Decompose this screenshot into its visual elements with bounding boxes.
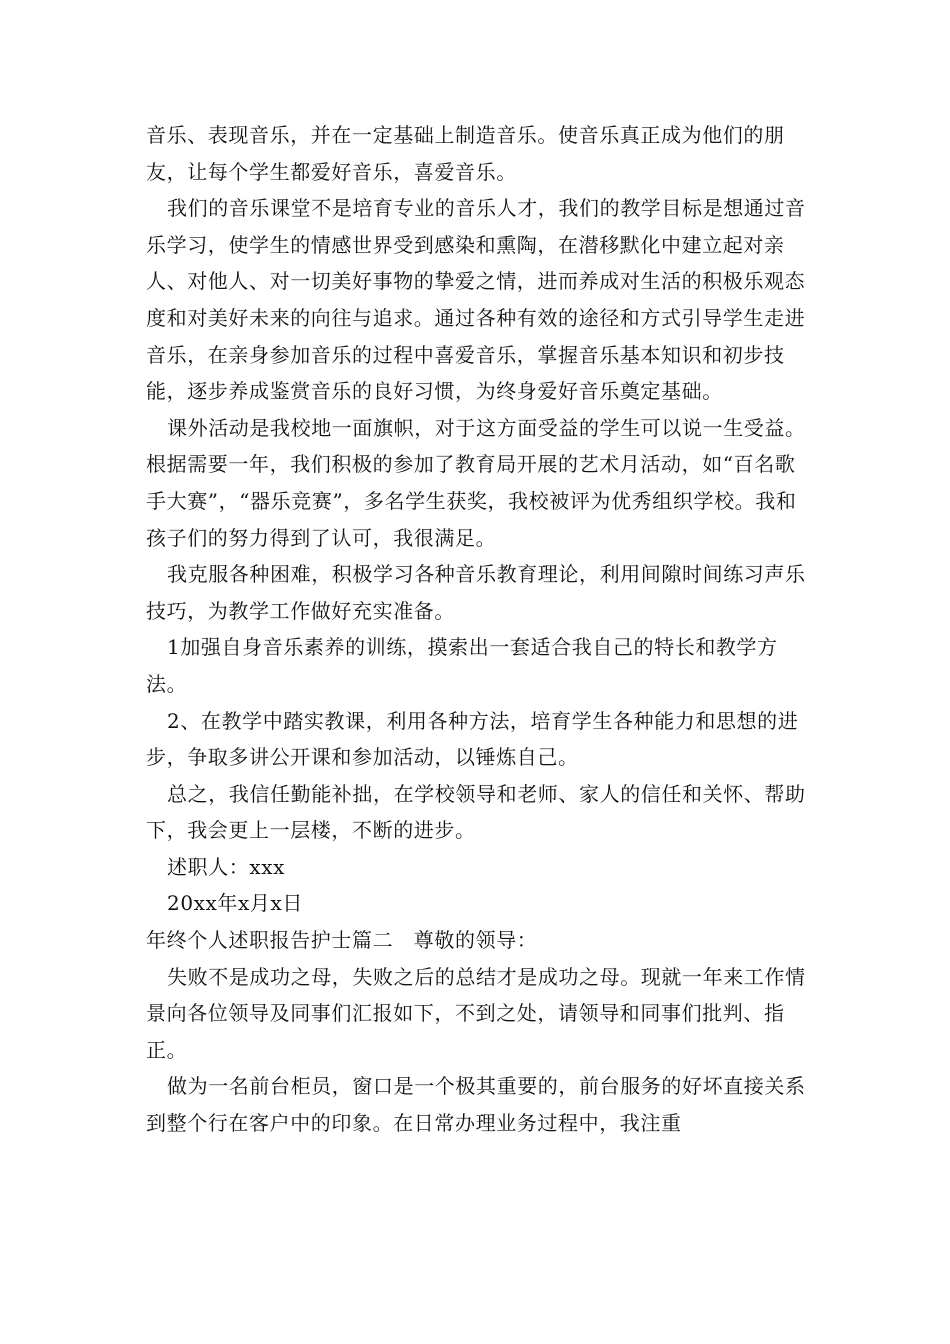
section-heading: 年终个人述职报告护士篇二 尊敬的领导： — [146, 928, 538, 953]
document-body — [146, 117, 810, 1142]
paragraph-conclusion: 总之，我信任勤能补拙，在学校领导和老师、家人的信任和关怀、帮助下，我会更上一层楼，不断的进步。 — [146, 781, 806, 843]
date-line: 20xx年x月x日 — [167, 891, 303, 916]
paragraph-item-2: 2、在教学中踏实教课，利用各种方法，培育学生各种能力和思想的进步，争取多讲公开课和参加活动，以锤炼自己。 — [146, 708, 799, 770]
paragraph-item-1: 1加强自身音乐素养的训练，摸索出一套适合我自己的特长和教学方法。 — [146, 635, 778, 696]
paragraph-front-desk: 做为一名前台柜员，窗口是一个极其重要的，前台服务的好坏直接关系到整个行在客户中的印象。在日常办理业务过程中，我注重 — [146, 1074, 806, 1136]
paragraph-music-continuation: 音乐、表现音乐，并在一定基础上制造音乐。使音乐真正成为他们的朋友，让每个学生都爱好音乐，喜爱音乐。 — [146, 123, 785, 184]
paragraph-teaching-goals: 我们的音乐课堂不是培育专业的音乐人才，我们的教学目标是想通过音乐学习，使学生的情感世界受到感染和熏陶，在潜移默化中建立起对亲人、对他人、对一切美好事物的挚爱之情，进而养成对生活的积极乐观态度和对美好未来的向往与追求。通过各种有效的途径和方式引导学生走进音乐，在亲身参加音乐的过程中喜爱音乐，掌握音乐基本知识和初步技能，逐步养成鉴赏音乐的良好习惯，为终身爱好音乐奠定基础。 — [146, 196, 806, 404]
signature-line: 述职人：xxx — [167, 854, 286, 879]
paragraph-extracurricular: 课外活动是我校地一面旗帜，对于这方面受益的学生可以说一生受益。根据需要一年，我们积极的参加了教育局开展的艺术月活动，如“百名歌手大赛”，“器乐竞赛”，多名学生获奖，我校被评为优秀组织学校。我和孩子们的努力得到了认可，我很满足。 — [146, 415, 806, 550]
paragraph-summary-intro: 失败不是成功之母，失败之后的总结才是成功之母。现就一年来工作情景向各位领导及同事们汇报如下，不到之处，请领导和同事们批判、指正。 — [146, 964, 806, 1062]
paragraph-self-study: 我克服各种困难，积极学习各种音乐教育理论，利用间隙时间练习声乐技巧，为教学工作做好充实准备。 — [146, 562, 806, 623]
